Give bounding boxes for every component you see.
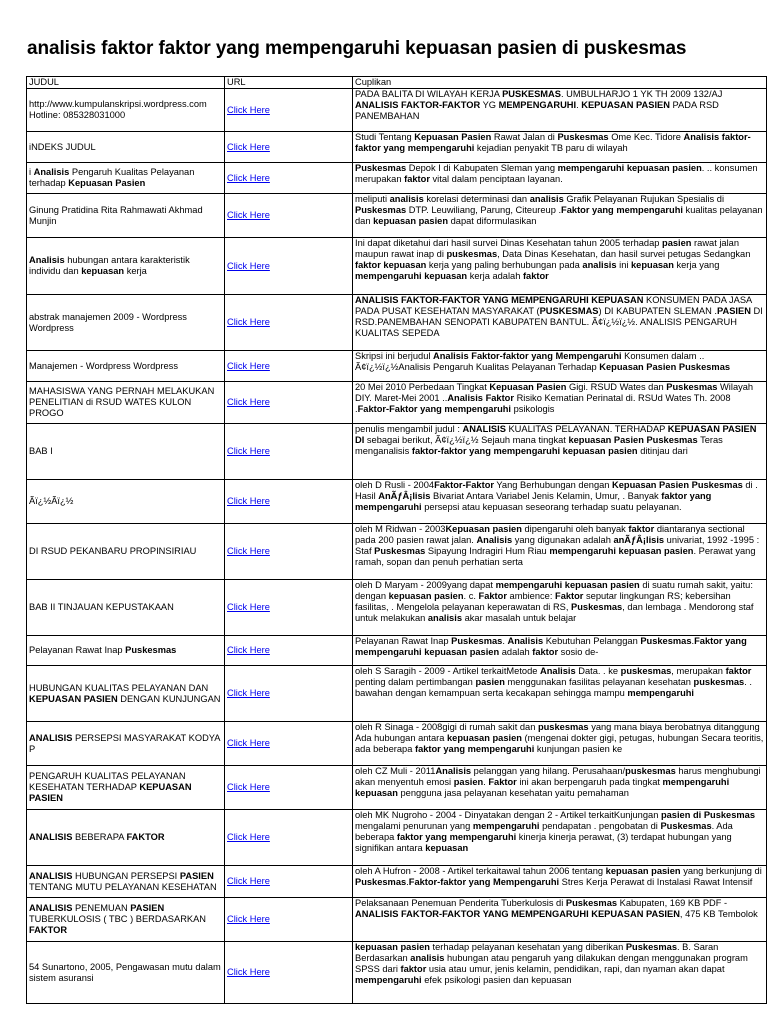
table-row [27, 666, 767, 722]
cell-cuplikan: Skripsi ini berjudul Analisis Faktor-faktor yang Mempengaruhi Konsumen dalam .. Ã¢ï¿½ï¿½Analisis Pengaruh Kualitas Pelayanan Terhadap Kepuasan Pasien Puskesmas [353, 351, 767, 382]
table-row [27, 524, 767, 580]
cell-judul: ANALISIS BEBERAPA FAKTOR [27, 810, 225, 866]
cell-judul: ANALISIS HUBUNGAN PERSEPSI PASIEN TENTANG MUTU PELAYANAN KESEHATAN [27, 866, 225, 898]
cell-url [225, 351, 353, 382]
cell-url [225, 238, 353, 295]
cell-url [225, 524, 353, 580]
cell-cuplikan: oleh CZ Muli - 2011Analisis pelanggan yang hilang. Perusahaan/puskesmas harus menghubungi akan menyentuh emosi pasien. Faktor ini akan berpengaruh pada tingkat mempengaruhi kepuasan pengguna jasa pelayanan kesehatan yaitu pemahaman [353, 766, 767, 810]
cell-judul: ANALISIS PENEMUAN PASIEN TUBERKULOSIS ( TBC ) BERDASARKAN FAKTOR [27, 898, 225, 942]
cell-cuplikan: oleh M Ridwan - 2003Kepuasan pasien dipengaruhi oleh banyak faktor diantaranya sectional pada 200 pasien rawat jalan. Analisis yang digunakan adalah anÃƒÂ¡lisis univariat, 1992 -1995 : Staf Puskesmas Sipayung Indragiri Hum Riau mempengaruhi kepuasan pasien. Perawat yang ramah, sopan dan penuh perhatian serta [353, 524, 767, 580]
page-title: analisis faktor faktor yang mempengaruhi kepuasan pasien di puskesmas [27, 38, 687, 59]
cell-cuplikan: PADA BALITA DI WILAYAH KERJA PUSKESMAS. UMBULHARJO 1 YK TH 2009 132/AJ ANALISIS FAKTOR-FAKTOR YG MEMPENGARUHI. KEPUASAN PASIEN PADA RSD PANEMBAHAN [353, 89, 767, 132]
header-cuplikan: Cuplikan [353, 77, 767, 89]
cell-judul: abstrak manajemen 2009 - Wordpress Wordpress [27, 295, 225, 351]
cell-judul: MAHASISWA YANG PERNAH MELAKUKAN PENELITIAN di RSUD WATES KULON PROGO [27, 382, 225, 424]
click-here-link[interactable]: Click Here [227, 967, 270, 978]
cell-judul: Manajemen - Wordpress Wordpress [27, 351, 225, 382]
cell-url [225, 194, 353, 238]
cell-cuplikan: oleh D Rusli - 2004Faktor-Faktor Yang Berhubungan dengan Kepuasan Pasien Puskesmas di . Hasil AnÃƒÂ¡lisis Bivariat Antara Variabel Jenis Kelamin, Umur, . Banyak faktor yang mempengaruhi persepsi atau kepuasan seseorang terhadap suatu pelayanan. [353, 480, 767, 524]
cell-url [225, 424, 353, 480]
cell-cuplikan: oleh S Saragih - 2009 - Artikel terkaitMetode Analisis Data. . ke puskesmas, merupakan faktor penting dalam pertimbangan pasien menggunakan fasilitas pelayanan kesehatan puskesmas. . bawahan dengan kemampuan serta kecakapan sehingga mampu mempengaruhi [353, 666, 767, 722]
table-row [27, 163, 767, 194]
cell-url [225, 89, 353, 132]
click-here-link[interactable]: Click Here [227, 172, 270, 183]
cell-url [225, 866, 353, 898]
table-row [27, 810, 767, 866]
click-here-link[interactable]: Click Here [227, 546, 270, 557]
cell-cuplikan: Ini dapat diketahui dari hasil survei Dinas Kesehatan tahun 2005 terhadap pasien rawat jalan maupun rawat inap di puskesmas, Data Dinas Kesehatan, dan hasil survei petugas Sedangkan faktor kepuasan kerja yang paling berhubungan pada analisis ini kepuasan kerja yang mempengaruhi kepuasan kerja adalah faktor [353, 238, 767, 295]
table-row [27, 132, 767, 163]
table-row [27, 194, 767, 238]
cell-judul: BAB I [27, 424, 225, 480]
table-row [27, 866, 767, 898]
table-row [27, 480, 767, 524]
click-here-link[interactable]: Click Here [227, 688, 270, 699]
cell-judul: PENGARUH KUALITAS PELAYANAN KESEHATAN TERHADAP KEPUASAN PASIEN [27, 766, 225, 810]
click-here-link[interactable]: Click Here [227, 876, 270, 887]
click-here-link[interactable]: Click Here [227, 317, 270, 328]
cell-cuplikan: Pelaksanaan Penemuan Penderita Tuberkulosis di Puskesmas Kabupaten, 169 KB PDF - ANALISIS FAKTOR-FAKTOR YANG MEMPENGARUHI KEPUASAN PASIEN, 475 KB Tembolok [353, 898, 767, 942]
cell-judul: i Analisis Pengaruh Kualitas Pelayanan terhadap Kepuasan Pasien [27, 163, 225, 194]
cell-judul: Ãï¿½Ãï¿½ [27, 480, 225, 524]
cell-cuplikan: meliputi analisis korelasi determinasi dan analisis Grafik Pelayanan Rujukan Spesialis di Puskesmas DTP. Leuwiliang, Parung, Citeureup .Faktor yang mempengaruhi kualitas pelayanan dan kepuasan pasien dapat diformulasikan [353, 194, 767, 238]
cell-url [225, 295, 353, 351]
cell-cuplikan: oleh D Maryam - 2009yang dapat mempengaruhi kepuasan pasien di suatu rumah sakit, yaitu: dengan kepuasan pasien. c. Faktor ambience: Faktor seputar lingkungan RS; kebersihan fasilitas, . Mengelola pelayanan keperawatan di RS, Puskesmas, dan lembaga . Mendorong staf untuk melakukan analisis akar masalah untuk belajar [353, 580, 767, 636]
cell-cuplikan: penulis mengambil judul : ANALISIS KUALITAS PELAYANAN. TERHADAP KEPUASAN PASIEN DI sebagai berikut, Ã¢ï¿½ï¿½ Sejauh mana tingkat kepuasan Pasien Puskesmas Teras menganalisis faktor-faktor yang mempengaruhi kepuasan pasien ditinjau dari [353, 424, 767, 480]
cell-cuplikan: Studi Tentang Kepuasan Pasien Rawat Jalan di Puskesmas Ome Kec. Tidore Analisis faktor-faktor yang mempengaruhi kejadian penyakit TB paru di wilayah [353, 132, 767, 163]
table-header-row [27, 77, 767, 89]
cell-cuplikan: oleh MK Nugroho - 2004 - Dinyatakan dengan 2 - Artikel terkaitKunjungan pasien di Puskesmas mengalami penurunan yang mempengaruhi pendapatan . pengobatan di Puskesmas. Ada beberapa faktor yang mempengaruhi kinerja kinerja perawat, (3) terdapat hubungan yang signifikan antara kepuasan [353, 810, 767, 866]
cell-url [225, 636, 353, 666]
click-here-link[interactable]: Click Here [227, 782, 270, 793]
cell-cuplikan: oleh R Sinaga - 2008gigi di rumah sakit dan puskesmas yang mana biaya berobatnya ditanggung Ada hubungan antara kepuasan pasien (mengenai dokter gigi, petugas, hubungan Secara teoritis, ada beberapa faktor yang mempengaruhi kunjungan pasien ke [353, 722, 767, 766]
click-here-link[interactable]: Click Here [227, 141, 270, 152]
cell-url [225, 666, 353, 722]
table-row [27, 424, 767, 480]
cell-cuplikan: Puskesmas Depok I di Kabupaten Sleman yang mempengaruhi kepuasan pasien. .. konsumen merupakan faktor vital dalam penciptaan layanan. [353, 163, 767, 194]
cell-url [225, 810, 353, 866]
click-here-link[interactable]: Click Here [227, 260, 270, 271]
cell-judul: ANALISIS PERSEPSI MASYARAKAT KODYA P [27, 722, 225, 766]
cell-url [225, 132, 353, 163]
cell-url [225, 942, 353, 1004]
table-row [27, 238, 767, 295]
click-here-link[interactable]: Click Here [227, 738, 270, 749]
cell-judul: http://www.kumpulanskripsi.wordpress.com Hotline: 085328031000 [27, 89, 225, 132]
cell-judul: iNDEKS JUDUL [27, 132, 225, 163]
click-here-link[interactable]: Click Here [227, 602, 270, 613]
cell-url [225, 722, 353, 766]
cell-url [225, 766, 353, 810]
table-row [27, 295, 767, 351]
cell-url [225, 580, 353, 636]
table-row [27, 942, 767, 1004]
click-here-link[interactable]: Click Here [227, 496, 270, 507]
click-here-link[interactable]: Click Here [227, 397, 270, 408]
click-here-link[interactable]: Click Here [227, 360, 270, 371]
cell-judul: Pelayanan Rawat Inap Puskesmas [27, 636, 225, 666]
click-here-link[interactable]: Click Here [227, 104, 270, 115]
cell-url [225, 898, 353, 942]
click-here-link[interactable]: Click Here [227, 832, 270, 843]
header-judul: JUDUL [27, 77, 225, 89]
cell-judul: HUBUNGAN KUALITAS PELAYANAN DAN KEPUASAN PASIEN DENGAN KUNJUNGAN [27, 666, 225, 722]
cell-judul: 54 Sunartono, 2005, Pengawasan mutu dalam sistem asuransi [27, 942, 225, 1004]
cell-url [225, 163, 353, 194]
cell-cuplikan: ANALISIS FAKTOR-FAKTOR YANG MEMPENGARUHI KEPUASAN KONSUMEN PADA JASA PADA PUSAT KESEHATAN MASYARAKAT (PUSKESMAS) DI KABUPATEN SLEMAN .PASIEN DI RSD.PANEMBAHAN SENOPATI KABUPATEN BANTUL. Ã¢ï¿½ï¿½. ANALISIS PENGARUH KUALITAS SEPEDA [353, 295, 767, 351]
results-table [26, 76, 767, 1004]
cell-cuplikan: oleh A Hufron - 2008 - Artikel terkaitawal tahun 2006 tentang kepuasan pasien yang berkunjung di Puskesmas.Faktor-faktor yang Mempengaruhi Stres Kerja Perawat di Instalasi Rawat Intensif [353, 866, 767, 898]
table-row [27, 636, 767, 666]
cell-judul: DI RSUD PEKANBARU PROPINSIRIAU [27, 524, 225, 580]
click-here-link[interactable]: Click Here [227, 645, 270, 656]
cell-judul: BAB II TINJAUAN KEPUSTAKAAN [27, 580, 225, 636]
cell-url [225, 382, 353, 424]
click-here-link[interactable]: Click Here [227, 446, 270, 457]
header-url: URL [225, 77, 353, 89]
cell-judul: Ginung Pratidina Rita Rahmawati Akhmad Munjin [27, 194, 225, 238]
cell-cuplikan: 20 Mei 2010 Perbedaan Tingkat Kepuasan Pasien Gigi. RSUD Wates dan Puskesmas Wilayah DIY. Maret-Mei 2001 ..Analisis Faktor Risiko Kematian Perinatal di. RSUd Wates Th. 2008 .Faktor-Faktor yang mempengaruhi psikologis [353, 382, 767, 424]
table-row [27, 898, 767, 942]
table-row [27, 351, 767, 382]
table-row [27, 382, 767, 424]
table-row [27, 722, 767, 766]
table-row [27, 766, 767, 810]
cell-cuplikan: kepuasan pasien terhadap pelayanan kesehatan yang diberikan Puskesmas. B. Saran Berdasarkan analisis hubungan atau pengaruh yang dilakukan dengan menggunakan program SPSS dari faktor usia atau umur, jenis kelamin, pendidikan, rapi, dan nyaman akan dapat mempengaruhi efek psikologi pasien dan kepuasan [353, 942, 767, 1004]
click-here-link[interactable]: Click Here [227, 210, 270, 221]
cell-judul: Analisis hubungan antara karakteristik individu dan kepuasan kerja [27, 238, 225, 295]
table-row [27, 580, 767, 636]
cell-url [225, 480, 353, 524]
click-here-link[interactable]: Click Here [227, 914, 270, 925]
cell-cuplikan: Pelayanan Rawat Inap Puskesmas. Analisis Kebutuhan Pelanggan Puskesmas.Faktor yang mempengaruhi kepuasan pasien adalah faktor sosio de- [353, 636, 767, 666]
table-row [27, 89, 767, 132]
